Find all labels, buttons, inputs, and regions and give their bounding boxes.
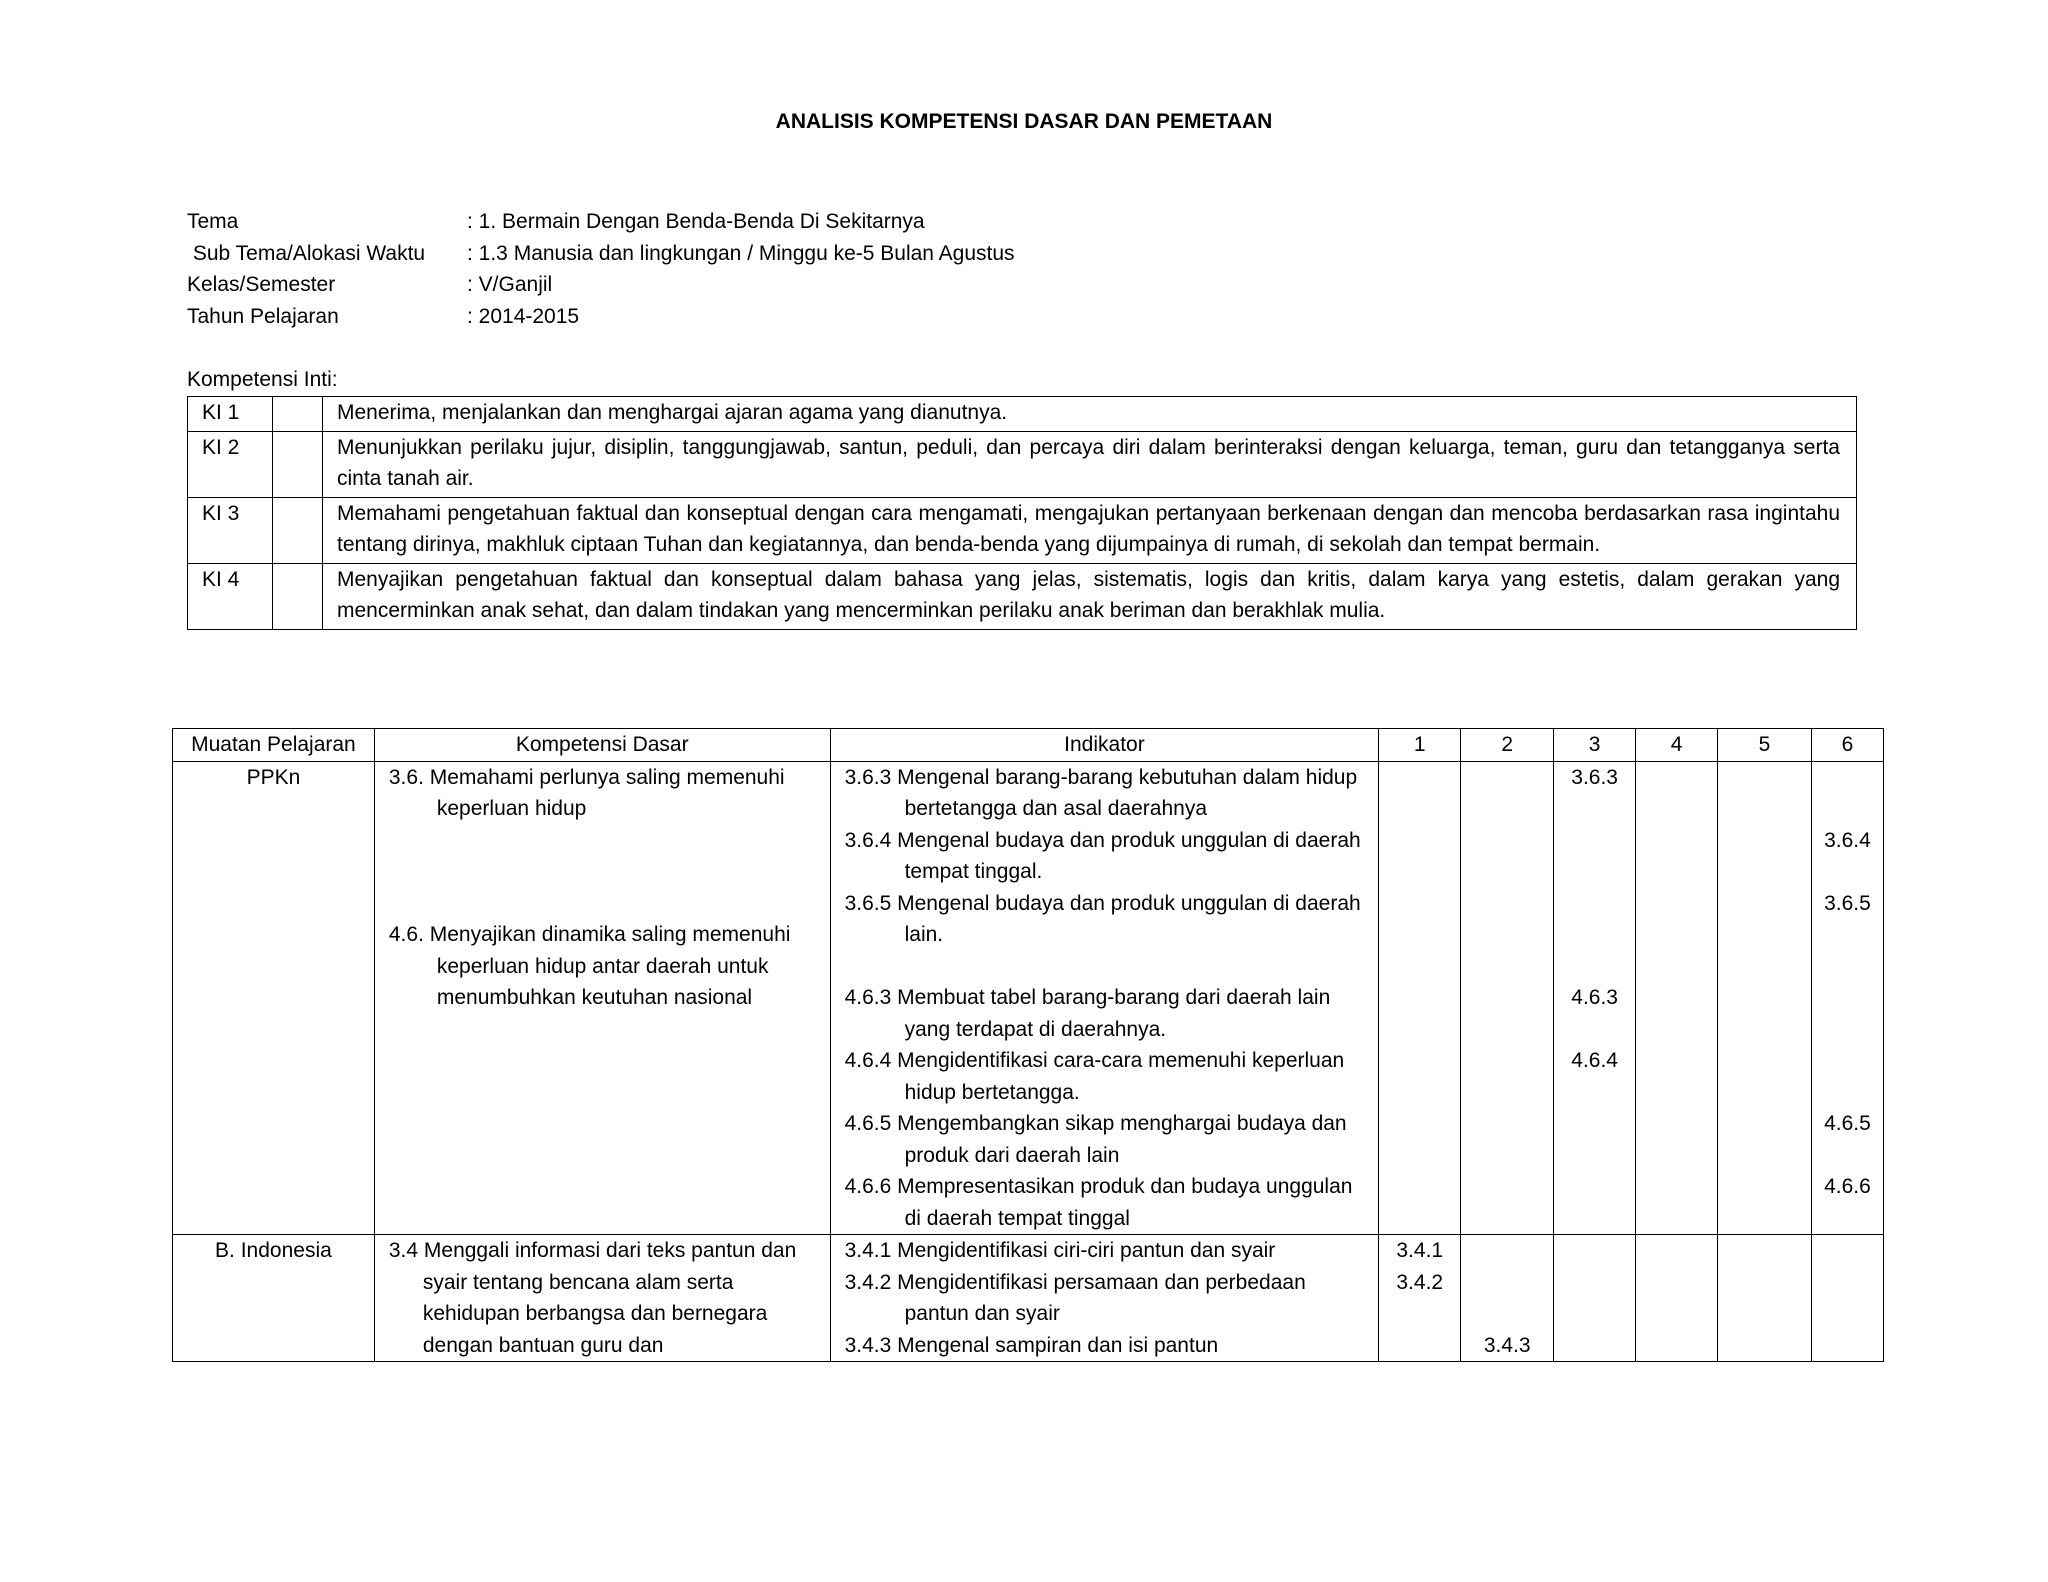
header-col-6: 6 [1811,729,1883,762]
mapping-spacer [1812,919,1883,1108]
col-2-cell [1461,1235,1554,1362]
ki-code: KI 1 [188,397,273,432]
meta-row-tema [187,206,1015,238]
meta-value: : 1. Bermain Dengan Benda-Benda Di Sekitarnya [467,210,925,233]
indicator-cell [830,761,1379,1235]
mapping-value: 3.4.2 [1396,1270,1444,1294]
table-row-ppkn [173,761,1884,1235]
indicator-item: 3.6.3 Mengenal barang-barang kebutuhan dalam hidup bertetangga dan asal daerahnya [844,765,1358,820]
ki-heading: Kompetensi Inti: [187,368,338,391]
mapping-spacer [1554,1014,1635,1046]
kd-item: 3.6. Memahami perlunya saling memenuhi keperluan hidup [388,765,785,820]
meta-row-kelas [187,269,1015,301]
ki-row [188,397,1857,432]
indicator-item: 3.4.2 Mengidentifikasi persamaan dan perbedaan pantun dan syair [844,1270,1306,1325]
ki-text: Menunjukkan perilaku jujur, disiplin, tanggungjawab, santun, peduli, dan percaya diri dalam berinteraksi dengan keluarga, teman, guru dan tetangganya serta cinta tanah air. [323,431,1857,497]
document-title: ANALISIS KOMPETENSI DASAR DAN PEMETAAN [775,110,1273,133]
mapping-table [172,728,1884,1362]
col-3-cell [1554,1235,1636,1362]
header-muatan: Muatan Pelajaran [173,729,375,762]
col-2-cell [1461,761,1554,1235]
mapping-value: 4.6.6 [1824,1175,1871,1198]
subject-cell: PPKn [173,761,375,1235]
ki-row [188,563,1857,629]
mapping-spacer [1554,793,1635,982]
mapping-value: 4.6.4 [1571,1049,1618,1072]
header-col-1: 1 [1379,729,1461,762]
indicator-spacer [845,951,1371,983]
ki-text: Menerima, menjalankan dan menghargai ajaran agama yang dianutnya. [323,397,1857,432]
mapping-spacer [1812,762,1883,825]
meta-label: Kelas/Semester [187,273,336,296]
col-1-cell [1379,761,1461,1235]
col-4-cell [1636,1235,1718,1362]
header-col-5: 5 [1718,729,1812,762]
kd-item: 4.6. Menyajikan dinamika saling memenuhi keperluan hidup antar daerah untuk menumbuhkan keutuhan nasional [388,923,791,1009]
col-4-cell [1636,761,1718,1235]
mapping-value: 4.6.5 [1824,1112,1871,1135]
col-6-cell [1811,761,1883,1235]
header-row [173,729,1884,762]
meta-label: Sub Tema/Alokasi Waktu [187,241,426,265]
indicator-item: 3.6.5 Mengenal budaya dan produk unggulan di daerah lain. [844,891,1361,946]
header-col-4: 4 [1636,729,1718,762]
indicator-item: 3.6.4 Mengenal budaya dan produk unggulan di daerah tempat tinggal. [844,828,1361,883]
header-col-3: 3 [1554,729,1636,762]
indicator-item: 3.4.3 Mengenal sampiran dan isi pantun [844,1333,1219,1357]
meta-block [187,206,1015,332]
mapping-value: 4.6.3 [1571,986,1618,1009]
ki-row [188,497,1857,563]
meta-row-tahun [187,301,1015,333]
kd-cell [374,1235,830,1362]
col-1-cell [1379,1235,1461,1362]
ki-empty-cell [273,497,323,563]
ki-table [187,396,1857,630]
mapping-value: 3.4.1 [1396,1239,1444,1262]
ki-empty-cell [273,563,323,629]
header-indikator: Indikator [830,729,1379,762]
indicator-item: 4.6.5 Mengembangkan sikap menghargai budaya dan produk dari daerah lain [844,1112,1347,1167]
meta-label: Tema [187,210,239,233]
ki-empty-cell [273,397,323,432]
mapping-value: 3.6.3 [1571,765,1618,789]
indicator-item: 4.6.3 Membuat tabel barang-barang dari daerah lain yang terdapat di daerahnya. [844,986,1331,1041]
ki-row [188,431,1857,497]
ki-text: Menyajikan pengetahuan faktual dan konseptual dalam bahasa yang jelas, sistematis, logis dan kritis, dalam karya yang estetis, dalam gerakan yang mencerminkan anak sehat, dan dalam tindakan yang mencerminkan perilaku anak beriman dan berakhlak mulia. [323,563,1857,629]
col-3-cell [1554,761,1636,1235]
col-5-cell [1718,761,1812,1235]
indicator-item: 3.4.1 Mengidentifikasi ciri-ciri pantun dan syair [844,1239,1276,1262]
indicator-item: 4.6.6 Mempresentasikan produk dan budaya unggulan di daerah tempat tinggal [844,1175,1353,1230]
meta-value: : 1.3 Manusia dan lingkungan / Minggu ke-5 Bulan Agustus [467,241,1015,265]
mapping-spacer [1461,1235,1553,1330]
col-6-cell [1811,1235,1883,1362]
header-col-2: 2 [1461,729,1554,762]
mapping-value: 3.6.5 [1824,891,1871,915]
ki-code: KI 2 [188,431,273,497]
meta-value: : 2014-2015 [467,304,580,328]
mapping-value: 3.6.4 [1824,828,1871,852]
ki-code: KI 3 [188,497,273,563]
mapping-spacer [1812,856,1883,888]
kd-cell [374,761,830,1235]
mapping-spacer [1812,1140,1883,1172]
col-5-cell [1718,1235,1812,1362]
ki-code: KI 4 [188,563,273,629]
meta-value: : V/Ganjil [467,273,553,296]
kd-item: 3.4 Menggali informasi dari teks pantun dan syair tentang bencana alam serta kehidupan berbangsa dan bernegara dengan bantuan guru dan [388,1239,797,1357]
subject-cell: B. Indonesia [173,1235,375,1362]
header-kd: Kompetensi Dasar [374,729,830,762]
meta-label: Tahun Pelajaran [187,304,339,328]
ki-empty-cell [273,431,323,497]
ki-text: Memahami pengetahuan faktual dan konseptual dengan cara mengamati, mengajukan pertanyaan berkenaan dengan dan mencoba berdasarkan rasa ingintahu tentang dirinya, makhluk ciptaan Tuhan dan kegiatannya, dan benda-benda yang dijumpainya di rumah, di sekolah dan tempat bermain. [323,497,1857,563]
indicator-item: 4.6.4 Mengidentifikasi cara-cara memenuhi keperluan hidup bertetangga. [844,1049,1345,1104]
mapping-value: 3.4.3 [1483,1333,1531,1357]
kd-spacer [389,825,822,920]
indicator-cell [830,1235,1379,1362]
table-row-bindonesia [173,1235,1884,1362]
meta-row-subtema [187,238,1015,270]
